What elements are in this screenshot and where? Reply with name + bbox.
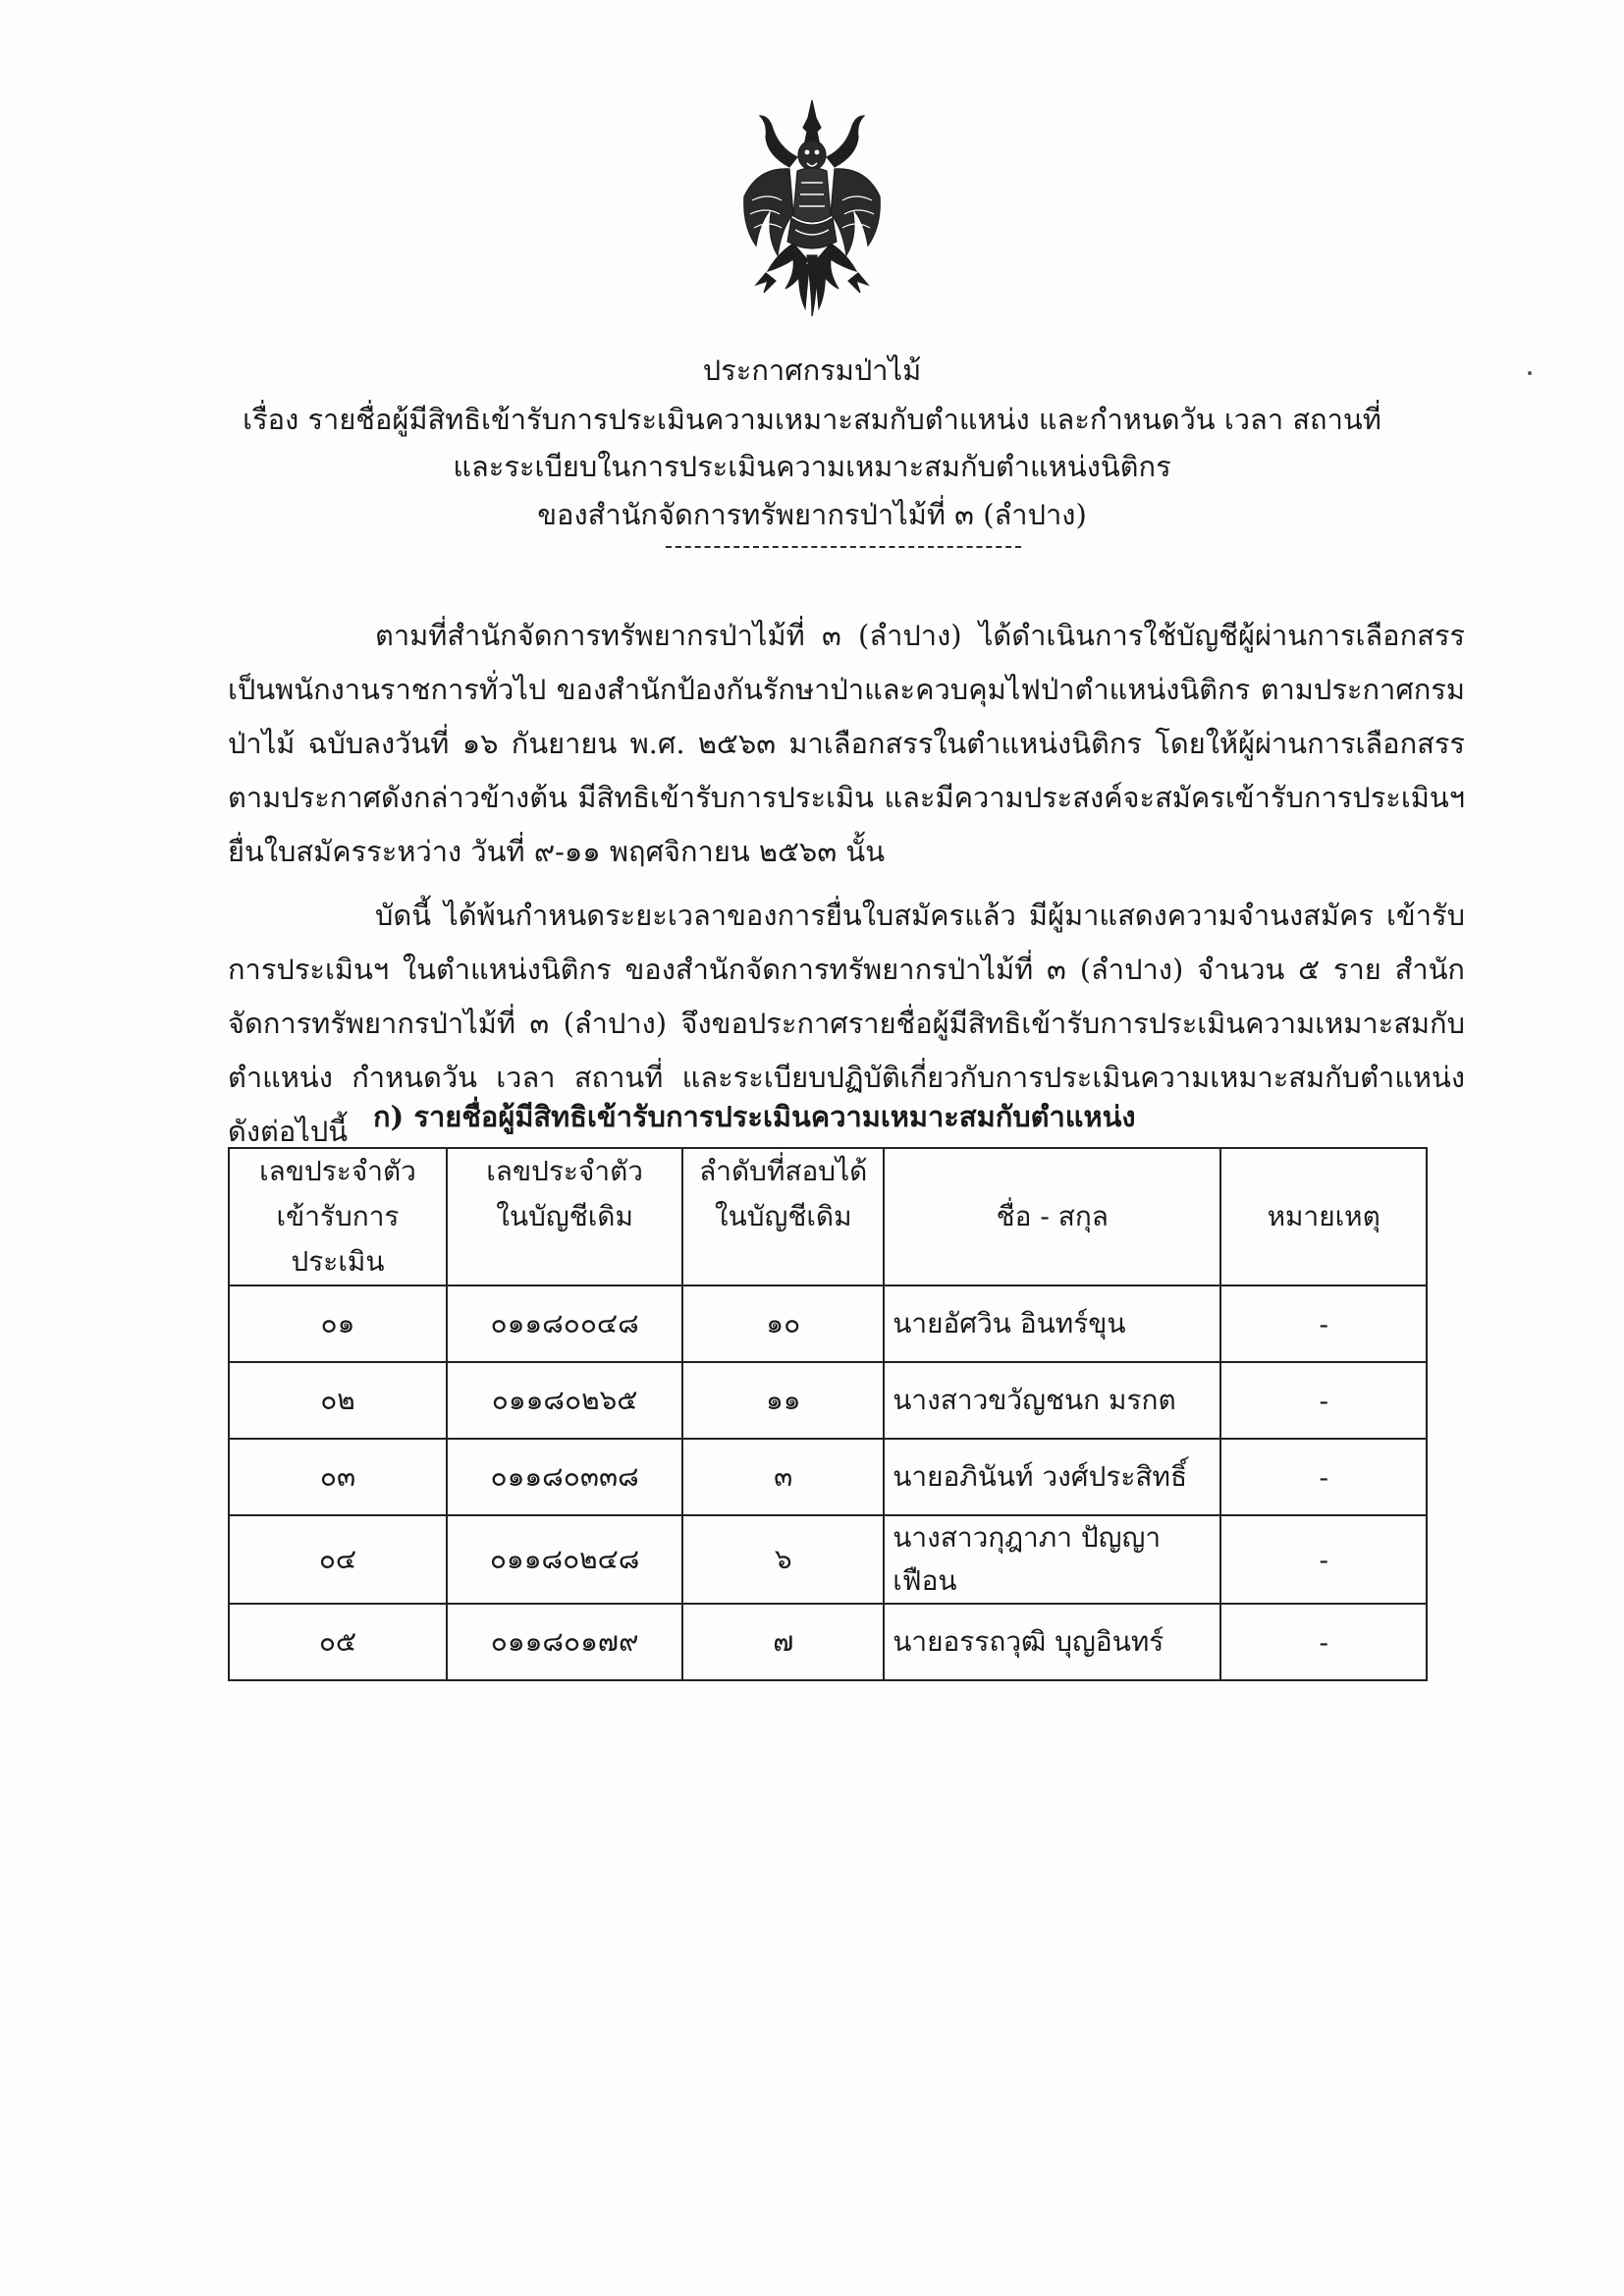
header-rank-line-1: ลำดับที่สอบได้ bbox=[699, 1155, 868, 1187]
cell-name: นายอัศวิน อินทร์ขุน bbox=[884, 1285, 1220, 1362]
cell-rank: ๑๐ bbox=[682, 1285, 884, 1362]
cell-note: - bbox=[1220, 1439, 1427, 1515]
cell-note: - bbox=[1220, 1362, 1427, 1439]
subject-line-2: และระเบียบในการประเมินความเหมาะสมกับตำแหน่งนิติกร bbox=[453, 450, 1171, 483]
table-row bbox=[229, 1439, 1427, 1515]
announcement-title: ประกาศกรมป่าไม้ bbox=[702, 354, 922, 387]
title-divider bbox=[666, 546, 1021, 548]
cell-exam-id: ๐๒ bbox=[229, 1362, 447, 1439]
table-row bbox=[229, 1362, 1427, 1439]
paragraph-1 bbox=[228, 609, 1465, 879]
table-row bbox=[229, 1604, 1427, 1680]
header-exam-id-line-1: เลขประจำตัว bbox=[259, 1155, 416, 1187]
header-name: ชื่อ - สกุล bbox=[884, 1148, 1220, 1285]
cell-old-id: ๐๑๑๘๐๐๔๘ bbox=[447, 1285, 682, 1362]
table-row bbox=[229, 1515, 1427, 1604]
cell-old-id: ๐๑๑๘๐๒๖๕ bbox=[447, 1362, 682, 1439]
header-rank-line-2: ในบัญชีเดิม bbox=[714, 1200, 852, 1232]
cell-rank: ๗ bbox=[682, 1604, 884, 1680]
header-old-id-line-1: เลขประจำตัว bbox=[486, 1155, 643, 1187]
table-row bbox=[229, 1285, 1427, 1362]
garuda-emblem-icon bbox=[738, 98, 886, 319]
header-old-id bbox=[447, 1148, 682, 1285]
cell-exam-id: ๐๑ bbox=[229, 1285, 447, 1362]
cell-note: - bbox=[1220, 1604, 1427, 1680]
cell-name: นายอภินันท์ วงศ์ประสิทธิ์ bbox=[884, 1439, 1220, 1515]
cell-old-id: ๐๑๑๘๐๑๗๙ bbox=[447, 1604, 682, 1680]
header-note: หมายเหตุ bbox=[1220, 1148, 1427, 1285]
cell-old-id: ๐๑๑๘๐๒๔๘ bbox=[447, 1515, 682, 1604]
cell-rank: ๓ bbox=[682, 1439, 884, 1515]
header-exam-id-line-2: เข้ารับการ bbox=[276, 1200, 400, 1232]
cell-old-id: ๐๑๑๘๐๓๓๘ bbox=[447, 1439, 682, 1515]
header-exam-id bbox=[229, 1148, 447, 1285]
paragraph-2-text: บัดนี้ ได้พ้นกำหนดระยะเวลาของการยื่นใบสมัครแล้ว มีผู้มาแสดงความจำนงสมัคร เข้ารับการประเมินฯ ในตำแหน่งนิติกร ของสำนักจัดการทรัพยากรป่าไม้ที่ ๓ (ลำปาง) จำนวน ๕ ราย สำนักจัดการทรัพยากรป่าไม้ที่ ๓ (ลำปาง) จึงขอประกาศรายชื่อผู้มีสิทธิเข้ารับการประเมินความเหมาะสมกับตำแหน่ง กำหนดวัน เวลา สถานที่ และระเบียบปฏิบัติเกี่ยวกับการประเมินความเหมาะสมกับตำแหน่ง ดังต่อไปนี้ bbox=[228, 899, 1465, 1148]
header-old-id-line-2: ในบัญชีเดิม bbox=[496, 1200, 633, 1232]
scan-mark bbox=[1528, 371, 1532, 375]
header-rank bbox=[682, 1148, 884, 1285]
subject-line-1: เรื่อง รายชื่อผู้มีสิทธิเข้ารับการประเมินความเหมาะสมกับตำแหน่ง และกำหนดวัน เวลา สถานที่ bbox=[243, 403, 1381, 436]
eligible-candidates-table bbox=[228, 1147, 1428, 1681]
table-header-row bbox=[229, 1148, 1427, 1285]
cell-rank: ๖ bbox=[682, 1515, 884, 1604]
cell-name: นางสาวขวัญชนก มรกต bbox=[884, 1362, 1220, 1439]
cell-name: นายอรรถวุฒิ บุญอินทร์ bbox=[884, 1604, 1220, 1680]
subject-line-3: ของสำนักจัดการทรัพยากรป่าไม้ที่ ๓ (ลำปาง) bbox=[537, 498, 1087, 531]
cell-note: - bbox=[1220, 1285, 1427, 1362]
cell-exam-id: ๐๔ bbox=[229, 1515, 447, 1604]
paragraph-1-text: ตามที่สำนักจัดการทรัพยากรป่าไม้ที่ ๓ (ลำปาง) ได้ดำเนินการใช้บัญชีผู้ผ่านการเลือกสรรเป็นพนักงานราชการทั่วไป ของสำนักป้องกันรักษาป่าและควบคุมไฟป่าตำแหน่งนิติกร ตามประกาศกรมป่าไม้ ฉบับลงวันที่ ๑๖ กันยายน พ.ศ. ๒๕๖๓ มาเลือกสรรในตำแหน่งนิติกร โดยให้ผู้ผ่านการเลือกสรรตามประกาศดังกล่าวข้างต้น มีสิทธิเข้ารับการประเมิน และมีความประสงค์จะสมัครเข้ารับการประเมินฯ ยื่นใบสมัครระหว่าง วันที่ ๙-๑๑ พฤศจิกายน ๒๕๖๓ นั้น bbox=[228, 619, 1465, 868]
cell-rank: ๑๑ bbox=[682, 1362, 884, 1439]
cell-name: นางสาวกุฎาภา ปัญญาเฟือน bbox=[884, 1515, 1220, 1604]
header-exam-id-line-3: ประเมิน bbox=[291, 1245, 385, 1278]
section-title: ก) รายชื่อผู้มีสิทธิเข้ารับการประเมินความเหมาะสมกับตำแหน่ง bbox=[373, 1100, 1136, 1133]
cell-note: - bbox=[1220, 1515, 1427, 1604]
cell-exam-id: ๐๕ bbox=[229, 1604, 447, 1680]
cell-exam-id: ๐๓ bbox=[229, 1439, 447, 1515]
